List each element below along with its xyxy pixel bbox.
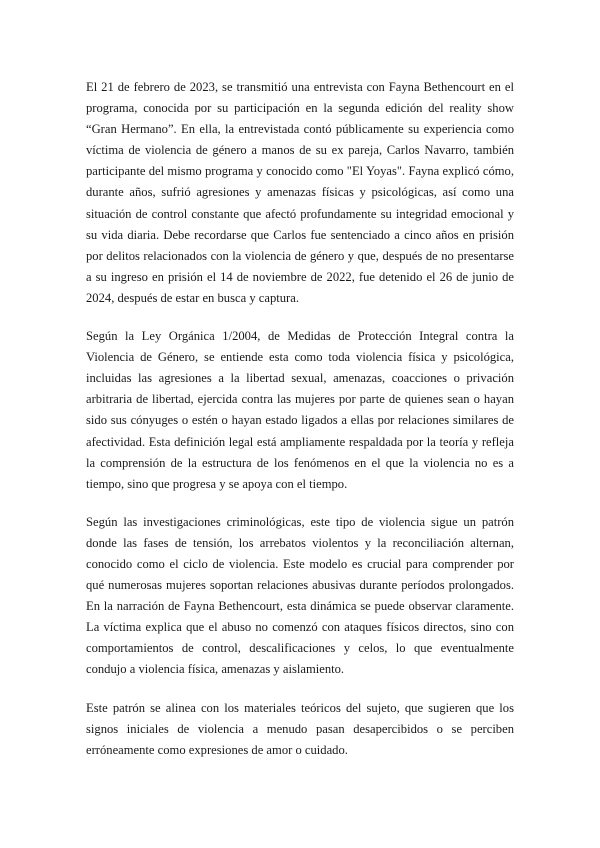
paragraph-2: Según la Ley Orgánica 1/2004, de Medidas de Protección Integral contra la Violencia de Género, se entiende esta como toda violencia física y psicológica, incluidas las agresiones a la libertad sexual, amenazas, coacciones o privación arbitraria de libertad, ejercida contra las mujeres por parte de quienes sean o hayan sido sus cónyuges o estén o hayan estado ligados a ellas por relaciones similares de afectividad. Esta definición legal está ampliamente respaldada por la teoría y refleja la comprensión de la estructura de los fenómenos en el que la violencia no es a tiempo, sino que progresa y se apoya con el tiempo. [86,329,514,491]
paragraph-1: El 21 de febrero de 2023, se transmitió una entrevista con Fayna Bethencourt en el programa, conocida por su participación en la segunda edición del reality show “Gran Hermano”. En ella, la entrevistada contó públicamente su experiencia como víctima de violencia de género a manos de su ex pareja, Carlos Navarro, también participante del mismo programa y conocido como "El Yoyas". Fayna explicó cómo, durante años, sufrió agresiones y amenazas físicas y psicológicas, así como una situación de control constante que afectó profundamente su integridad emocional y su vida diaria. Debe recordarse que Carlos fue sentenciado a cinco años en prisión por delitos relacionados con la violencia de género y que, después de no presentarse a su ingreso en prisión el 14 de noviembre de 2022, fue detenido el 26 de junio de 2024, después de estar en busca y captura. [86,80,514,305]
paragraph-3: Según las investigaciones criminológicas, este tipo de violencia sigue un patrón donde las fases de tensión, los arrebatos violentos y la reconciliación alternan, conocido como el ciclo de violencia. Este modelo es crucial para comprender por qué numerosas mujeres soportan relaciones abusivas durante períodos prolongados. En la narración de Fayna Bethencourt, esta dinámica se puede observar claramente. La víctima explica que el abuso no comenzó con ataques físicos directos, sino con comportamientos de control, descalificaciones y celos, lo que eventualmente condujo a violencia física, amenazas y aislamiento. [86,514,514,677]
paragraph-4: Este patrón se alinea con los materiales teóricos del sujeto, que sugieren que los signos iniciales de violencia a menudo pasan desapercibidos o se perciben erróneamente como expresiones de amor o cuidado. [86,700,514,757]
document-body [86,77,514,778]
